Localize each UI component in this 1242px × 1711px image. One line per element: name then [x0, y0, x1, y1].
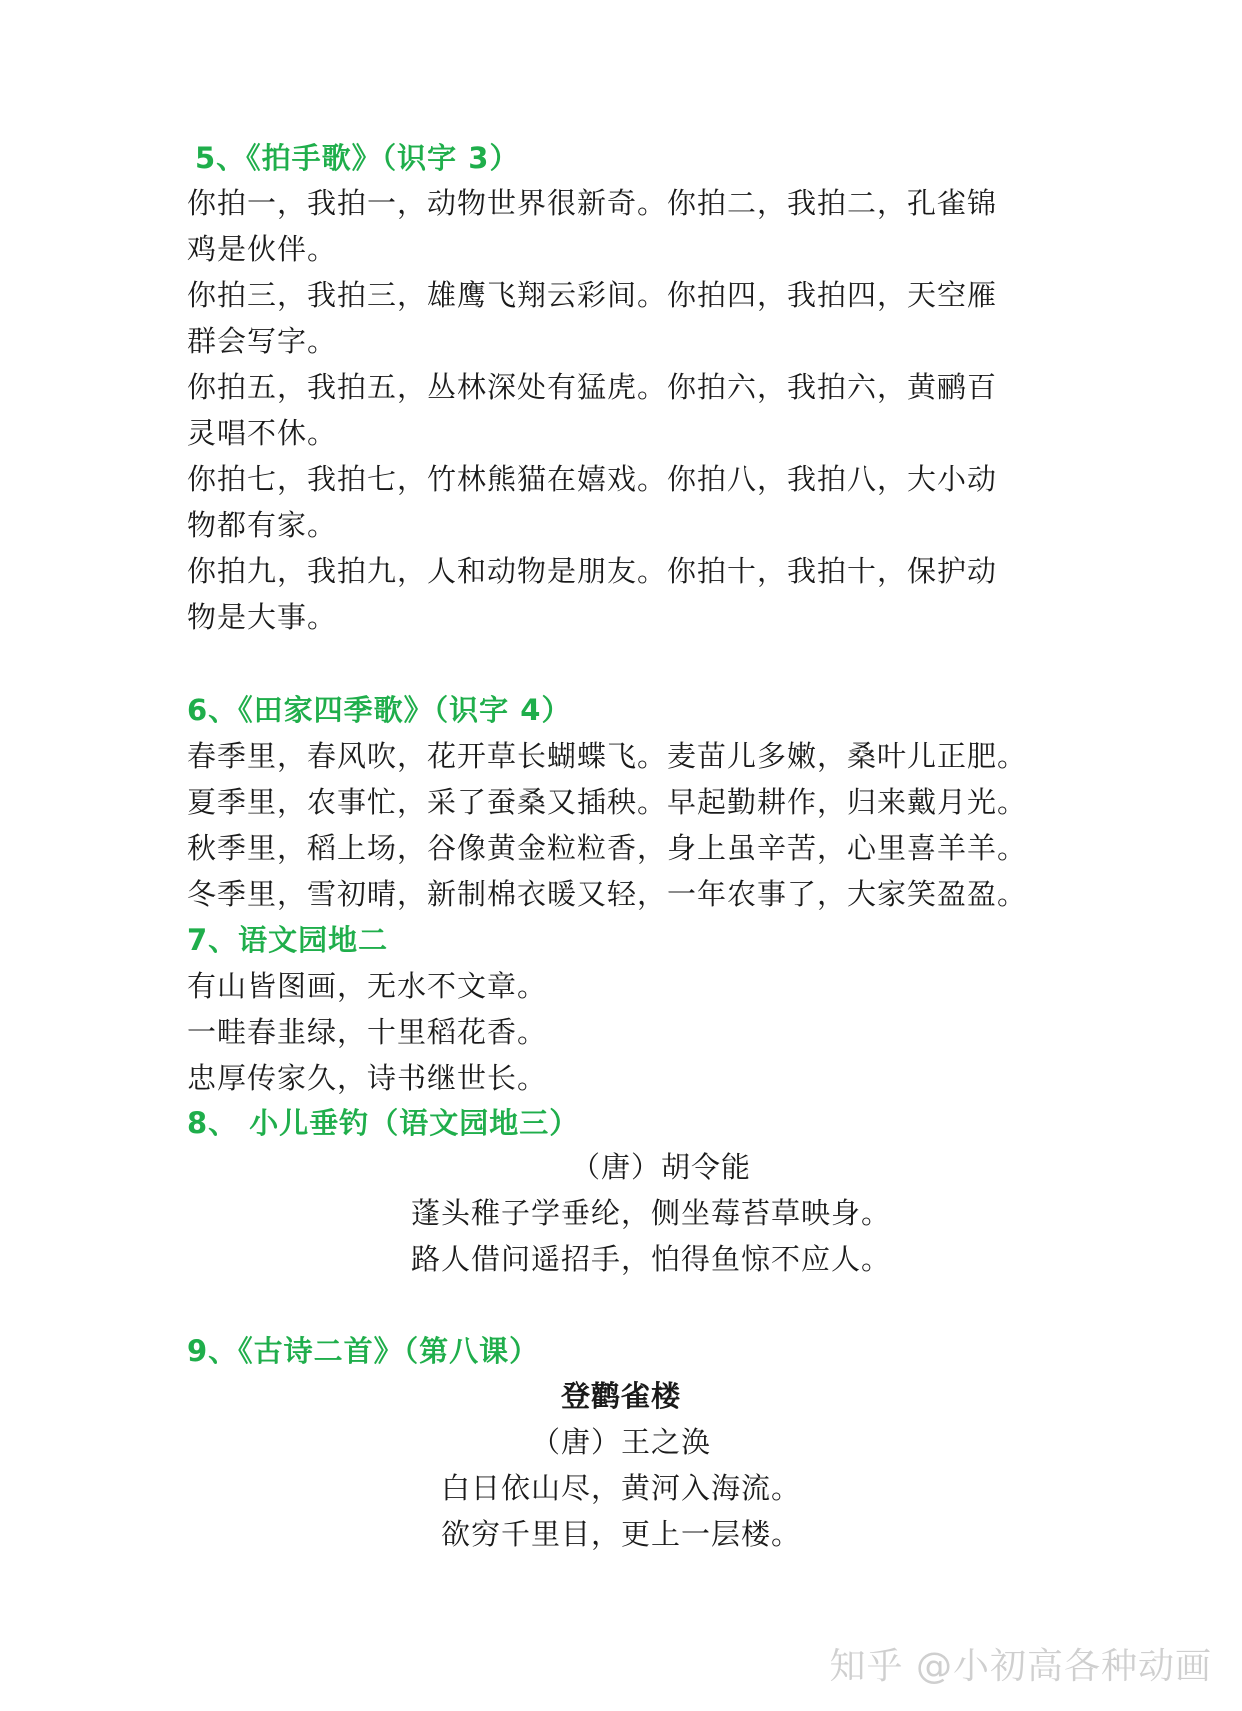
- section-6-line: 冬季里，雪初晴，新制棉衣暖又轻，一年农事了，大家笑盈盈。: [187, 877, 1028, 911]
- section-8-poem-line: 蓬头稚子学垂纶，侧坐莓苔草映身。: [410, 1196, 891, 1230]
- section-9-heading: 9、《古诗二首》（第八课）: [187, 1334, 540, 1368]
- watermark: 知乎 @小初高各种动画: [829, 1646, 1212, 1687]
- section-5-line: 物都有家。: [187, 508, 338, 542]
- section-5-heading: 5、《拍手歌》（识字 3）: [195, 141, 520, 175]
- section-5-line: 物是大事。: [187, 600, 338, 634]
- section-5-line: 你拍三，我拍三，雄鹰飞翔云彩间。你拍四，我拍四，天空雁: [187, 278, 998, 312]
- section-5-line: 你拍九，我拍九，人和动物是朋友。你拍十，我拍十，保护动: [187, 554, 998, 588]
- section-9-author: （唐）王之涣: [530, 1425, 711, 1459]
- section-9-poem-title: 登鹳雀楼: [560, 1379, 681, 1413]
- section-5-line: 你拍七，我拍七，竹林熊猫在嬉戏。你拍八，我拍八，大小动: [187, 462, 998, 496]
- section-5-line: 灵唱不休。: [187, 416, 338, 450]
- section-8-author: （唐）胡令能: [570, 1150, 751, 1184]
- section-9-poem-line: 白日依山尽，黄河入海流。: [440, 1471, 801, 1505]
- section-8-heading: 8、 小儿垂钓（语文园地三）: [187, 1106, 580, 1140]
- section-7-line: 一畦春韭绿，十里稻花香。: [187, 1015, 548, 1049]
- section-6-heading: 6、《田家四季歌》（识字 4）: [187, 693, 572, 727]
- section-5-line: 群会写字。: [187, 324, 338, 358]
- section-7-line: 忠厚传家久，诗书继世长。: [187, 1061, 548, 1095]
- section-6-line: 春季里，春风吹，花开草长蝴蝶飞。麦苗儿多嫩，桑叶儿正肥。: [187, 739, 1028, 773]
- section-9-poem-line: 欲穷千里目，更上一层楼。: [440, 1517, 801, 1551]
- section-7-heading: 7、语文园地二: [187, 923, 389, 957]
- section-5-line: 鸡是伙伴。: [187, 232, 338, 266]
- section-5-line: 你拍五，我拍五，丛林深处有猛虎。你拍六，我拍六，黄鹂百: [187, 370, 998, 404]
- section-5-line: 你拍一，我拍一，动物世界很新奇。你拍二，我拍二，孔雀锦: [187, 186, 998, 220]
- section-8-poem-line: 路人借问遥招手，怕得鱼惊不应人。: [410, 1242, 891, 1276]
- section-7-line: 有山皆图画，无水不文章。: [187, 969, 548, 1003]
- section-6-line: 秋季里，稻上场，谷像黄金粒粒香，身上虽辛苦，心里喜羊羊。: [187, 831, 1028, 865]
- section-6-line: 夏季里，农事忙，采了蚕桑又插秧。早起勤耕作，归来戴月光。: [187, 785, 1028, 819]
